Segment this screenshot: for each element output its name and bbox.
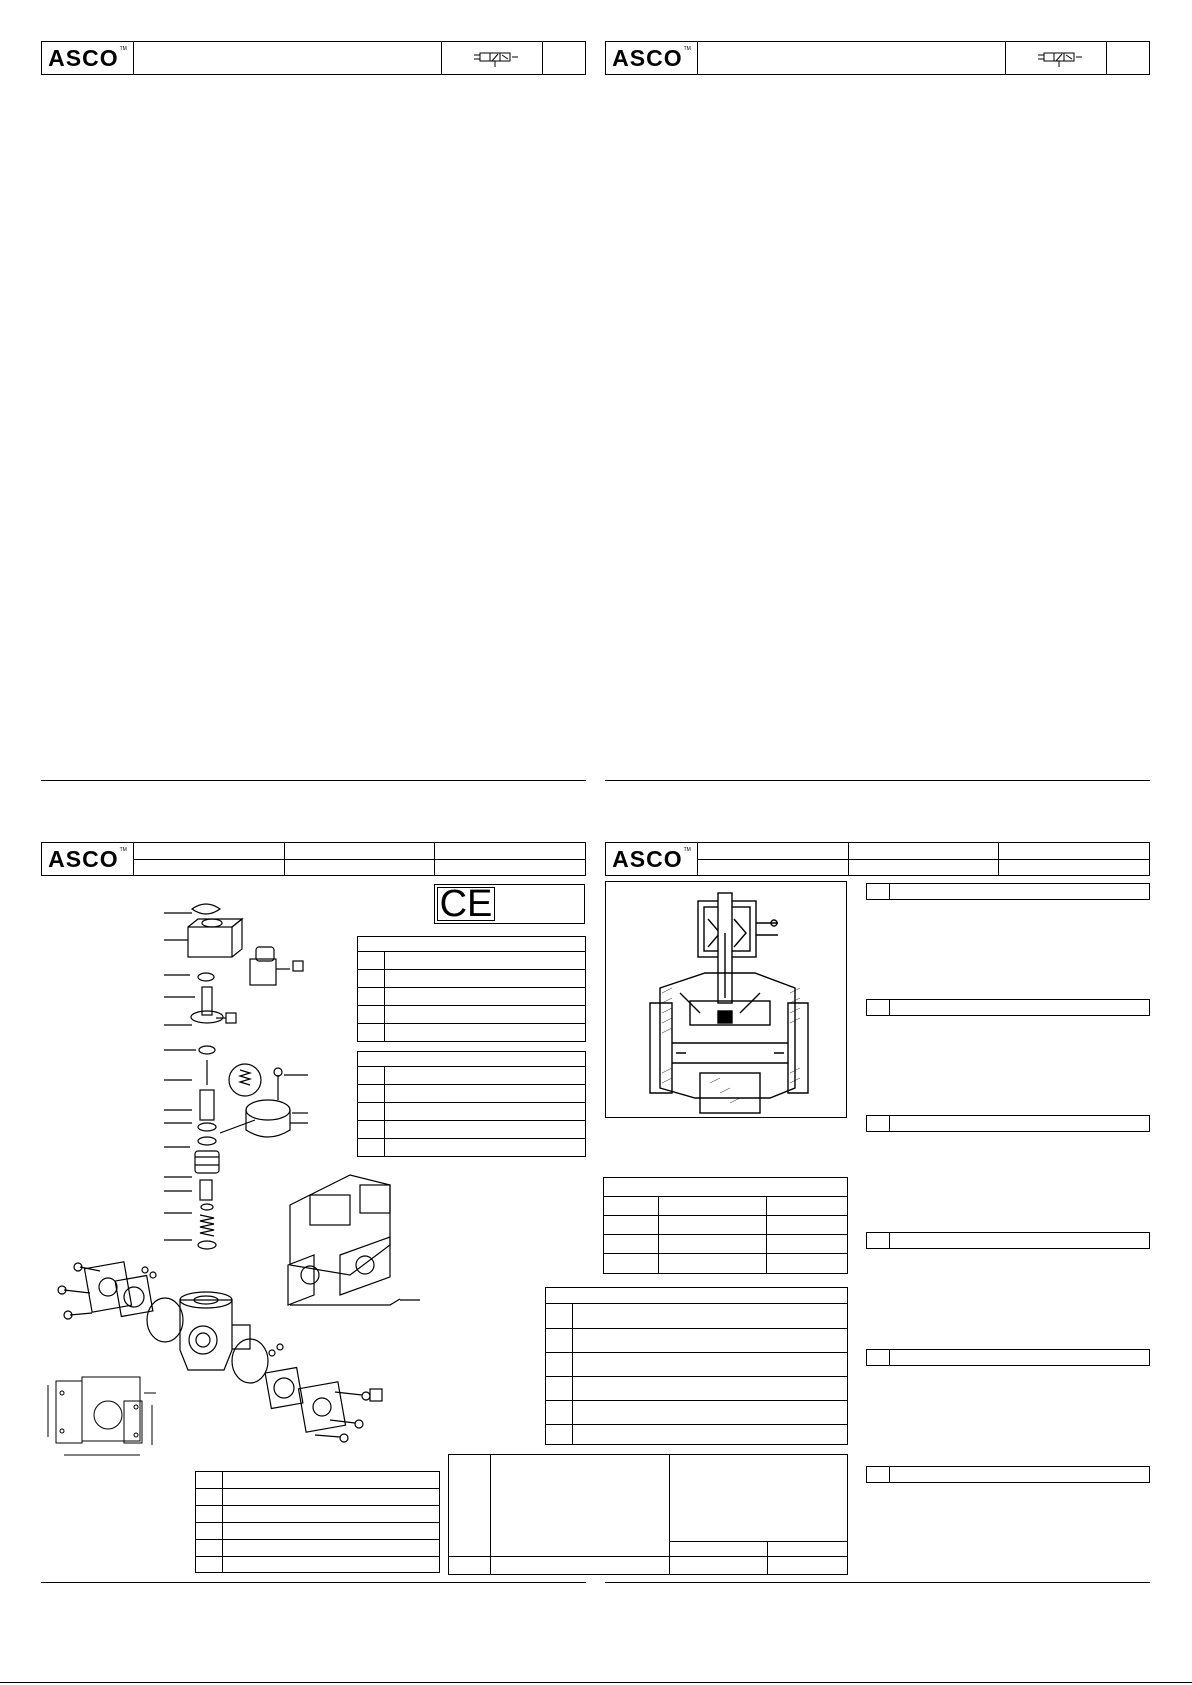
section-header-2 [866, 999, 1150, 1016]
specification-table [545, 1287, 848, 1445]
valve-section-drawing [640, 893, 820, 1113]
asco-logo [606, 843, 698, 875]
asco-logo [606, 42, 698, 74]
page-header-top-right [605, 41, 1150, 75]
pressure-table [603, 1177, 848, 1274]
brand-name: ASCO [48, 44, 119, 71]
section-header-4 [866, 1232, 1150, 1249]
page-bottom-edge [0, 1682, 1192, 1683]
asco-logo [42, 42, 134, 74]
ce-mark-icon [437, 883, 495, 925]
section-header-1 [866, 883, 1150, 900]
dimension-drawing [44, 1375, 179, 1460]
page-divider [41, 780, 586, 781]
section-header-6 [866, 1466, 1150, 1483]
brand-name: ASCO [48, 845, 119, 872]
order-table [448, 1454, 848, 1575]
section-header-5 [866, 1349, 1150, 1366]
asco-logo [42, 843, 134, 875]
page-divider [605, 780, 1150, 781]
page-header-top-left [41, 41, 586, 75]
valve-symbol-icon [1036, 47, 1086, 71]
trademark: TM [683, 46, 691, 52]
valve-symbol-icon [472, 47, 522, 71]
ce-mark-box [434, 884, 585, 924]
page-header-bottom-left [41, 842, 586, 876]
trademark: TM [119, 847, 127, 853]
page-divider [605, 1582, 1150, 1583]
trademark: TM [119, 46, 127, 52]
trademark: TM [683, 847, 691, 853]
section-header-3 [866, 1115, 1150, 1132]
brand-name: ASCO [612, 845, 683, 872]
ce-mark-text: CE [439, 883, 493, 925]
torque-table [195, 1471, 440, 1573]
brand-name: ASCO [612, 44, 683, 71]
page-header-bottom-right [605, 842, 1150, 876]
page-divider [41, 1582, 586, 1583]
